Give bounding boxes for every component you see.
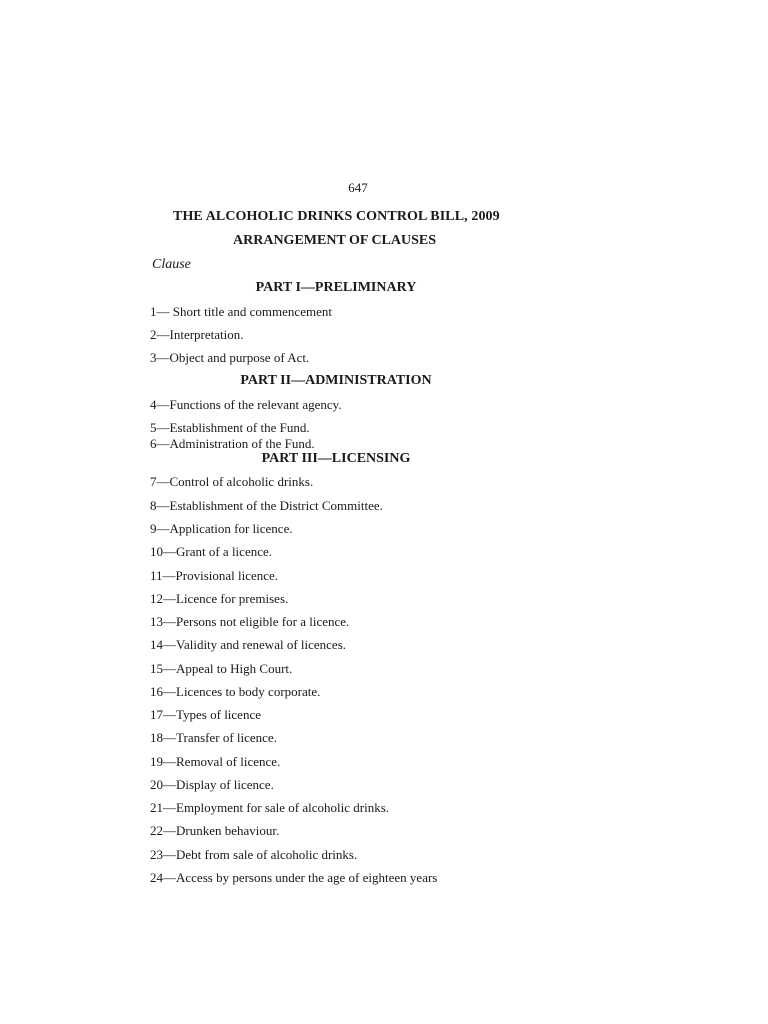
clause-entry: 22—Drunken behaviour. — [150, 823, 280, 838]
clause-entry: 19—Removal of licence. — [150, 754, 281, 769]
clause-entry: 11—Provisional licence. — [150, 568, 279, 583]
clause-entry: 24—Access by persons under the age of eighteen years — [150, 870, 438, 885]
clause-entry: 21—Employment for sale of alcoholic drinks. — [150, 800, 390, 815]
clause-entry: 4—Functions of the relevant agency. — [150, 397, 342, 412]
clause-entry: 3—Object and purpose of Act. — [150, 350, 310, 365]
clause-entry: 5—Establishment of the Fund. — [150, 420, 310, 435]
bill-title: THE ALCOHOLIC DRINKS CONTROL BILL, 2009 — [173, 209, 500, 224]
clause-entry: 17—Types of licence — [150, 707, 261, 722]
clause-entry: 18—Transfer of licence. — [150, 730, 277, 745]
clause-entry: 16—Licences to body corporate. — [150, 684, 321, 699]
part-heading-administration: PART II—ADMINISTRATION — [240, 373, 432, 388]
part-heading-preliminary: PART I—PRELIMINARY — [255, 280, 417, 295]
clause-label: Clause — [152, 257, 191, 272]
arrangement-title: ARRANGEMENT OF CLAUSES — [233, 233, 437, 248]
clause-entry: 7—Control of alcoholic drinks. — [150, 474, 314, 489]
clause-entry: 9—Application for licence. — [150, 521, 293, 536]
clause-entry: 1— Short title and commencement — [150, 304, 332, 319]
clause-entry: 12—Licence for premises. — [150, 591, 289, 606]
page-number: 647 — [348, 180, 368, 195]
clause-entry: 6—Administration of the Fund. — [150, 436, 315, 451]
clause-entry: 13—Persons not eligible for a licence. — [150, 614, 350, 629]
clause-entry: 15—Appeal to High Court. — [150, 661, 293, 676]
clause-entry: 2—Interpretation. — [150, 327, 244, 342]
clause-entry: 14—Validity and renewal of licences. — [150, 637, 347, 652]
clause-entry: 23—Debt from sale of alcoholic drinks. — [150, 847, 358, 862]
clause-entry: 10—Grant of a licence. — [150, 544, 273, 559]
clause-entry: 8—Establishment of the District Committee. — [150, 498, 383, 513]
part-heading-licensing: PART III—LICENSING — [261, 451, 411, 466]
clause-entry: 20—Display of licence. — [150, 777, 274, 792]
